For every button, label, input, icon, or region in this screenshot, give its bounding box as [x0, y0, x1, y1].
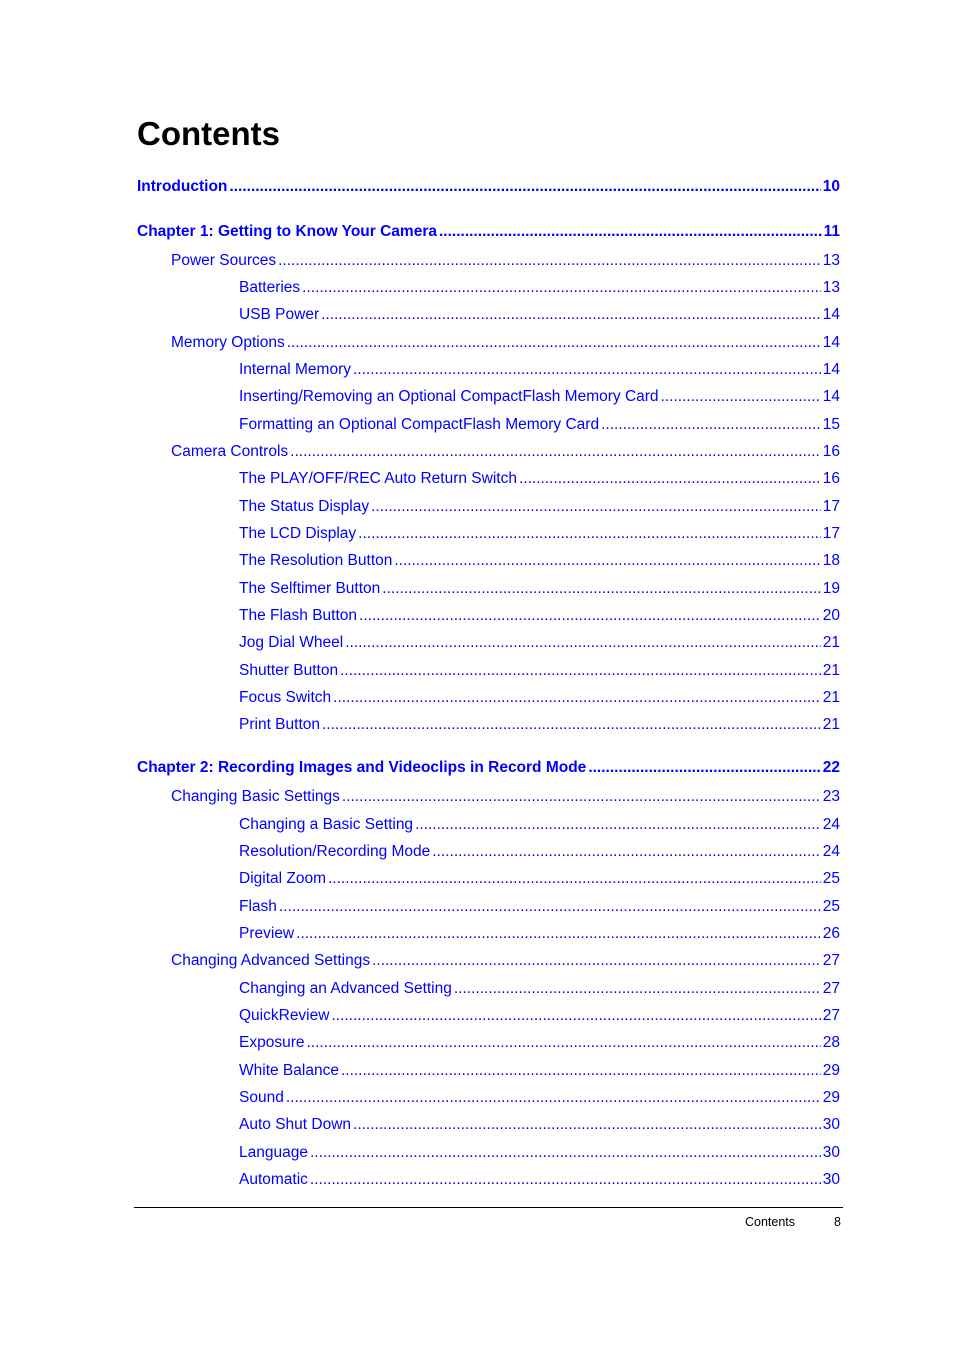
toc-page-number: 13 — [822, 279, 840, 296]
toc-label: Language — [239, 1144, 308, 1161]
dot-leader — [382, 578, 820, 600]
toc-label: Sound — [239, 1089, 284, 1106]
dot-leader — [306, 1032, 820, 1054]
dot-leader — [415, 814, 821, 836]
toc-page-number: 23 — [822, 788, 840, 805]
dot-leader — [286, 1087, 821, 1109]
toc-entry-print-button[interactable] — [239, 714, 840, 736]
dot-leader — [287, 332, 821, 354]
toc-entry-selftimer-button[interactable] — [239, 578, 840, 600]
toc-label: White Balance — [239, 1062, 339, 1079]
toc-entry-internal-memory[interactable] — [239, 359, 840, 381]
dot-leader — [661, 386, 821, 408]
toc-page-number: 11 — [823, 223, 840, 240]
dot-leader — [279, 896, 821, 918]
toc-page-number: 29 — [822, 1062, 840, 1079]
toc-entry-changing-basic-settings[interactable] — [171, 786, 840, 808]
toc-entry-language[interactable] — [239, 1142, 840, 1164]
toc-label: The Resolution Button — [239, 552, 393, 569]
toc-label: The Flash Button — [239, 607, 358, 624]
toc-page-number: 18 — [822, 552, 840, 569]
toc-entry-digital-zoom[interactable] — [239, 868, 840, 890]
toc-entry-resolution-button[interactable] — [239, 550, 840, 572]
toc-page-number: 13 — [822, 252, 840, 269]
dot-leader — [432, 841, 820, 863]
toc-entry-memory-options[interactable] — [171, 332, 840, 354]
toc-label: Camera Controls — [171, 443, 289, 460]
toc-page-number: 27 — [822, 980, 840, 997]
toc-page-number: 30 — [822, 1144, 840, 1161]
toc-page-number: 29 — [822, 1089, 840, 1106]
toc-page-number: 22 — [822, 759, 840, 776]
dot-leader — [358, 523, 821, 545]
toc-label: USB Power — [239, 306, 320, 323]
toc-label: Flash — [239, 898, 277, 915]
dot-leader — [588, 757, 820, 779]
dot-leader — [345, 632, 821, 654]
toc-entry-jog-dial-wheel[interactable] — [239, 632, 840, 654]
toc-entry-flash[interactable] — [239, 896, 840, 918]
toc-label: Chapter 1: Getting to Know Your Camera — [137, 223, 437, 240]
dot-leader — [278, 250, 821, 272]
dot-leader — [322, 714, 821, 736]
toc-label: Print Button — [239, 716, 320, 733]
toc-label: Resolution/Recording Mode — [239, 843, 431, 860]
toc-entry-changing-advanced-settings[interactable] — [171, 950, 840, 972]
toc-entry-resolution-recording-mode[interactable] — [239, 841, 840, 863]
toc-page-number: 14 — [822, 388, 840, 405]
footer-page-number: 8 — [834, 1215, 841, 1229]
toc-page-number: 24 — [822, 816, 840, 833]
dot-leader — [302, 277, 821, 299]
toc-page-number: 21 — [822, 634, 840, 651]
toc-page-number: 17 — [822, 498, 840, 515]
dot-leader — [229, 176, 820, 198]
dot-leader — [328, 868, 821, 890]
toc-page-number: 30 — [822, 1116, 840, 1133]
toc-page-number: 16 — [822, 443, 840, 460]
toc-entry-formatting-cf-card[interactable] — [239, 414, 840, 436]
toc-entry-preview[interactable] — [239, 923, 840, 945]
toc-page-number: 28 — [822, 1034, 840, 1051]
toc-page-number: 24 — [822, 843, 840, 860]
toc-page-number: 15 — [822, 416, 840, 433]
toc-page-number: 19 — [822, 580, 840, 597]
toc-label: Shutter Button — [239, 662, 339, 679]
dot-leader — [341, 1060, 821, 1082]
dot-leader — [331, 1005, 820, 1027]
toc-label: Changing Advanced Settings — [171, 952, 371, 969]
dot-leader — [321, 304, 821, 326]
dot-leader — [310, 1142, 821, 1164]
toc-label: Automatic — [239, 1171, 308, 1188]
toc-page-number: 27 — [822, 1007, 840, 1024]
dot-leader — [372, 950, 821, 972]
toc-label: QuickReview — [239, 1007, 330, 1024]
toc-label: Chapter 2: Recording Images and Videoclips in Record Mode — [137, 759, 587, 776]
toc-label: Changing an Advanced Setting — [239, 980, 452, 997]
toc-page-number: 17 — [822, 525, 840, 542]
dot-leader — [601, 414, 821, 436]
toc-label: Digital Zoom — [239, 870, 326, 887]
toc-entry-power-sources[interactable] — [171, 250, 840, 272]
toc-page-number: 16 — [822, 470, 840, 487]
toc-page-number: 14 — [822, 334, 840, 351]
toc-label: Exposure — [239, 1034, 305, 1051]
toc-label: Introduction — [137, 178, 228, 195]
dot-leader — [333, 687, 821, 709]
footer-section-label: Contents — [745, 1215, 796, 1229]
toc-page-number: 14 — [822, 306, 840, 323]
toc-entry-usb-power[interactable] — [239, 304, 840, 326]
toc-entry-changing-a-basic-setting[interactable] — [239, 814, 840, 836]
toc-label: The Selftimer Button — [239, 580, 381, 597]
dot-leader — [290, 441, 821, 463]
toc-page-number: 10 — [822, 178, 840, 195]
toc-label: The LCD Display — [239, 525, 357, 542]
toc-label: Auto Shut Down — [239, 1116, 352, 1133]
toc-entry-inserting-removing-cf-card[interactable] — [239, 386, 840, 408]
toc-entry-batteries[interactable] — [239, 277, 840, 299]
toc-label: The Status Display — [239, 498, 370, 515]
toc-entry-exposure[interactable] — [239, 1032, 840, 1054]
dot-leader — [371, 496, 821, 518]
toc-entry-introduction[interactable] — [137, 176, 840, 198]
toc-entry-white-balance[interactable] — [239, 1060, 840, 1082]
toc-entry-quickreview[interactable] — [239, 1005, 840, 1027]
toc-entry-chapter-1[interactable] — [137, 221, 840, 243]
toc-page-number: 21 — [822, 689, 840, 706]
toc-page-number: 21 — [822, 662, 840, 679]
toc-entry-focus-switch[interactable] — [239, 687, 840, 709]
toc-entry-play-off-rec-switch[interactable] — [239, 468, 840, 490]
toc-label: The PLAY/OFF/REC Auto Return Switch — [239, 470, 517, 487]
dot-leader — [359, 605, 821, 627]
dot-leader — [310, 1169, 821, 1191]
toc-entry-sound[interactable] — [239, 1087, 840, 1109]
toc-label: Changing a Basic Setting — [239, 816, 414, 833]
toc-page-number: 25 — [822, 898, 840, 915]
toc-entry-camera-controls[interactable] — [171, 441, 840, 463]
toc-page-number: 25 — [822, 870, 840, 887]
footer-divider — [134, 1207, 843, 1208]
toc-entry-auto-shut-down[interactable] — [239, 1114, 840, 1136]
dot-leader — [394, 550, 820, 572]
toc-page-number: 14 — [822, 361, 840, 378]
toc-label: Changing Basic Settings — [171, 788, 340, 805]
toc-label: Power Sources — [171, 252, 277, 269]
toc-page-number: 20 — [822, 607, 840, 624]
toc-page-number: 26 — [822, 925, 840, 942]
toc-entry-status-display[interactable] — [239, 496, 840, 518]
toc-label: Memory Options — [171, 334, 285, 351]
dot-leader — [353, 1114, 821, 1136]
toc-page-number: 30 — [822, 1171, 840, 1188]
toc-entry-lcd-display[interactable] — [239, 523, 840, 545]
toc-entry-automatic[interactable] — [239, 1169, 840, 1191]
toc-label: Jog Dial Wheel — [239, 634, 344, 651]
dot-leader — [342, 786, 821, 808]
dot-leader — [296, 923, 821, 945]
dot-leader — [353, 359, 821, 381]
toc-label: Preview — [239, 925, 295, 942]
toc-entry-changing-an-advanced-setting[interactable] — [239, 978, 840, 1000]
toc-label: Inserting/Removing an Optional CompactFlash Memory Card — [239, 388, 659, 405]
toc-entry-shutter-button[interactable] — [239, 660, 840, 682]
toc-page-number: 27 — [822, 952, 840, 969]
toc-label: Batteries — [239, 279, 301, 296]
dot-leader — [340, 660, 821, 682]
toc-page-number: 21 — [822, 716, 840, 733]
toc-label: Internal Memory — [239, 361, 351, 378]
page-title: Contents — [137, 115, 280, 152]
dot-leader — [519, 468, 821, 490]
dot-leader — [439, 221, 822, 243]
toc-entry-chapter-2[interactable] — [137, 757, 840, 779]
toc-entry-flash-button[interactable] — [239, 605, 840, 627]
dot-leader — [454, 978, 821, 1000]
toc-label: Formatting an Optional CompactFlash Memory Card — [239, 416, 600, 433]
toc-label: Focus Switch — [239, 689, 332, 706]
